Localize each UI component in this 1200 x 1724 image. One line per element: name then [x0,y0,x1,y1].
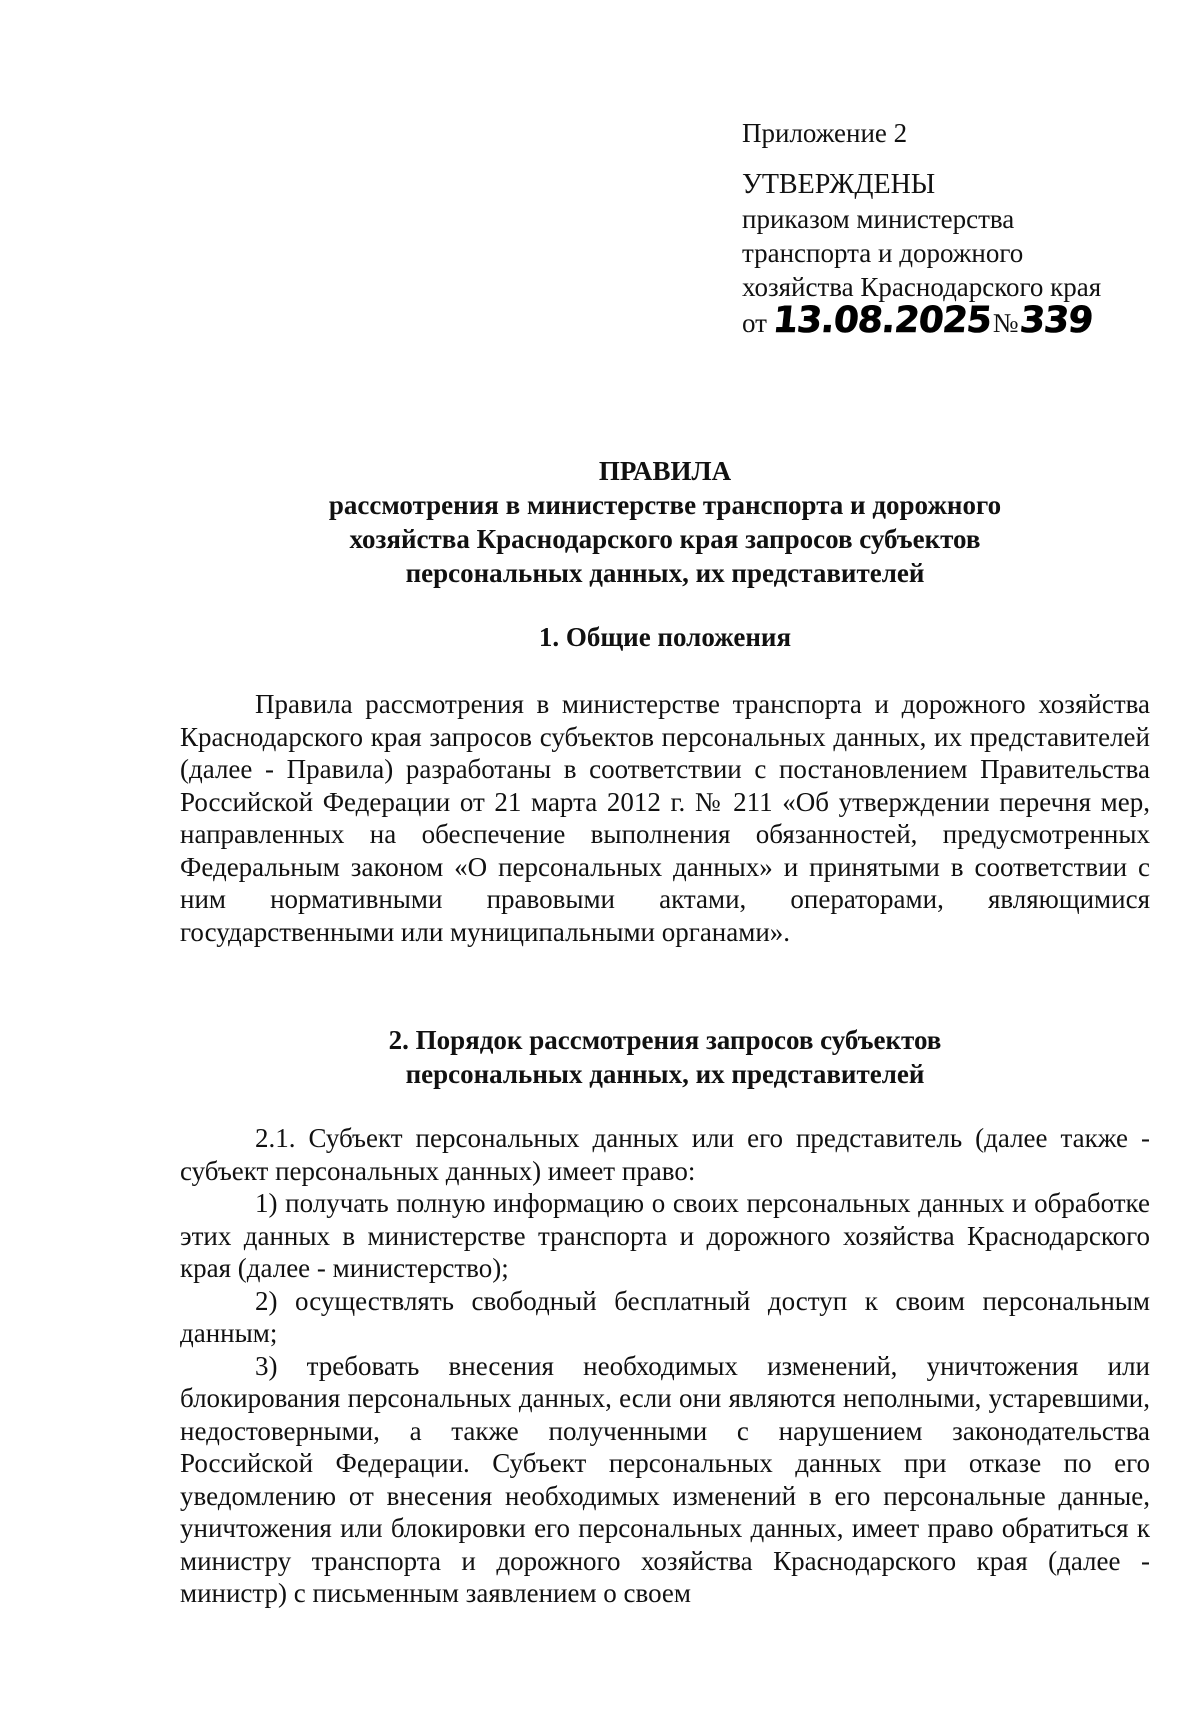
title-line: рассмотрения в министерстве транспорта и дорожного [328,490,1002,520]
section1-heading: 1. Общие положения [538,622,792,652]
section2-paragraph: 2) осуществлять свободный бесплатный доступ к своим персональным данным; [180,1285,1150,1348]
appendix-label: Приложение 2 [742,118,908,148]
order-line: приказом министерства [742,204,1015,234]
number-sign: № [992,308,1019,338]
title-main: ПРАВИЛА [598,456,732,486]
order-line: хозяйства Краснодарского края [742,272,1102,302]
section2-paragraph: 3) требовать внесения необходимых изменений, уничтожения или блокирования персональных данных, если они являются неполными, устаревшими, недостоверными, а также полученными с нарушением законодательства Российской Федерации. Субъект персональных данных при отказе по его уведомлению от внесения необходимых изменений в его персональные данные, уничтожения или блокировки его персональных данных, имеет право обратиться к министру транспорта и дорожного хозяйства Краснодарского края (далее - министр) с письменным заявлением о своем [180,1350,1150,1608]
section1-body [180,688,1150,948]
order-date-line [742,300,1162,341]
section2-body [180,1122,1150,1610]
section2-heading-line: персональных данных, их представителей [405,1059,925,1089]
handwritten-date: 13.08.2025 [770,300,993,341]
section2-paragraph: 2.1. Субъект персональных данных или его представитель (далее также - субъект персональных данных) имеет право: [180,1123,1150,1186]
section1-paragraph: Правила рассмотрения в министерстве транспорта и дорожного хозяйства Краснодарского края запросов субъектов персональных данных, их представителей (далее - Правила) разработаны в соответствии с постановлением Правительства Российской Федерации от 21 марта 2012 г. № 211 «Об утверждении перечня мер, направленных на обеспечение выполнения обязанностей, предусмотренных Федеральным законом «О персональных данных» и принятыми в соответствии с ним нормативными правовыми актами, операторами, являющимися государственными или муниципальными органами». [180,689,1150,947]
document-title [180,454,1150,590]
title-line: персональных данных, их представителей [405,558,925,588]
date-prefix: от [742,308,767,338]
order-line: транспорта и дорожного [742,238,1024,268]
section2-paragraph: 1) получать полную информацию о своих персональных данных и обработке этих данных в министерстве транспорта и дорожного хозяйства Краснодарского края (далее - министерство); [180,1188,1150,1283]
approved-label: УТВЕРЖДЕНЫ [742,169,936,200]
approval-header [742,116,1162,340]
section2-heading [180,1023,1150,1091]
section2-heading-line: 2. Порядок рассмотрения запросов субъектов [388,1025,942,1055]
handwritten-number: 339 [1018,300,1095,341]
title-line: хозяйства Краснодарского края запросов субъектов [349,524,981,554]
